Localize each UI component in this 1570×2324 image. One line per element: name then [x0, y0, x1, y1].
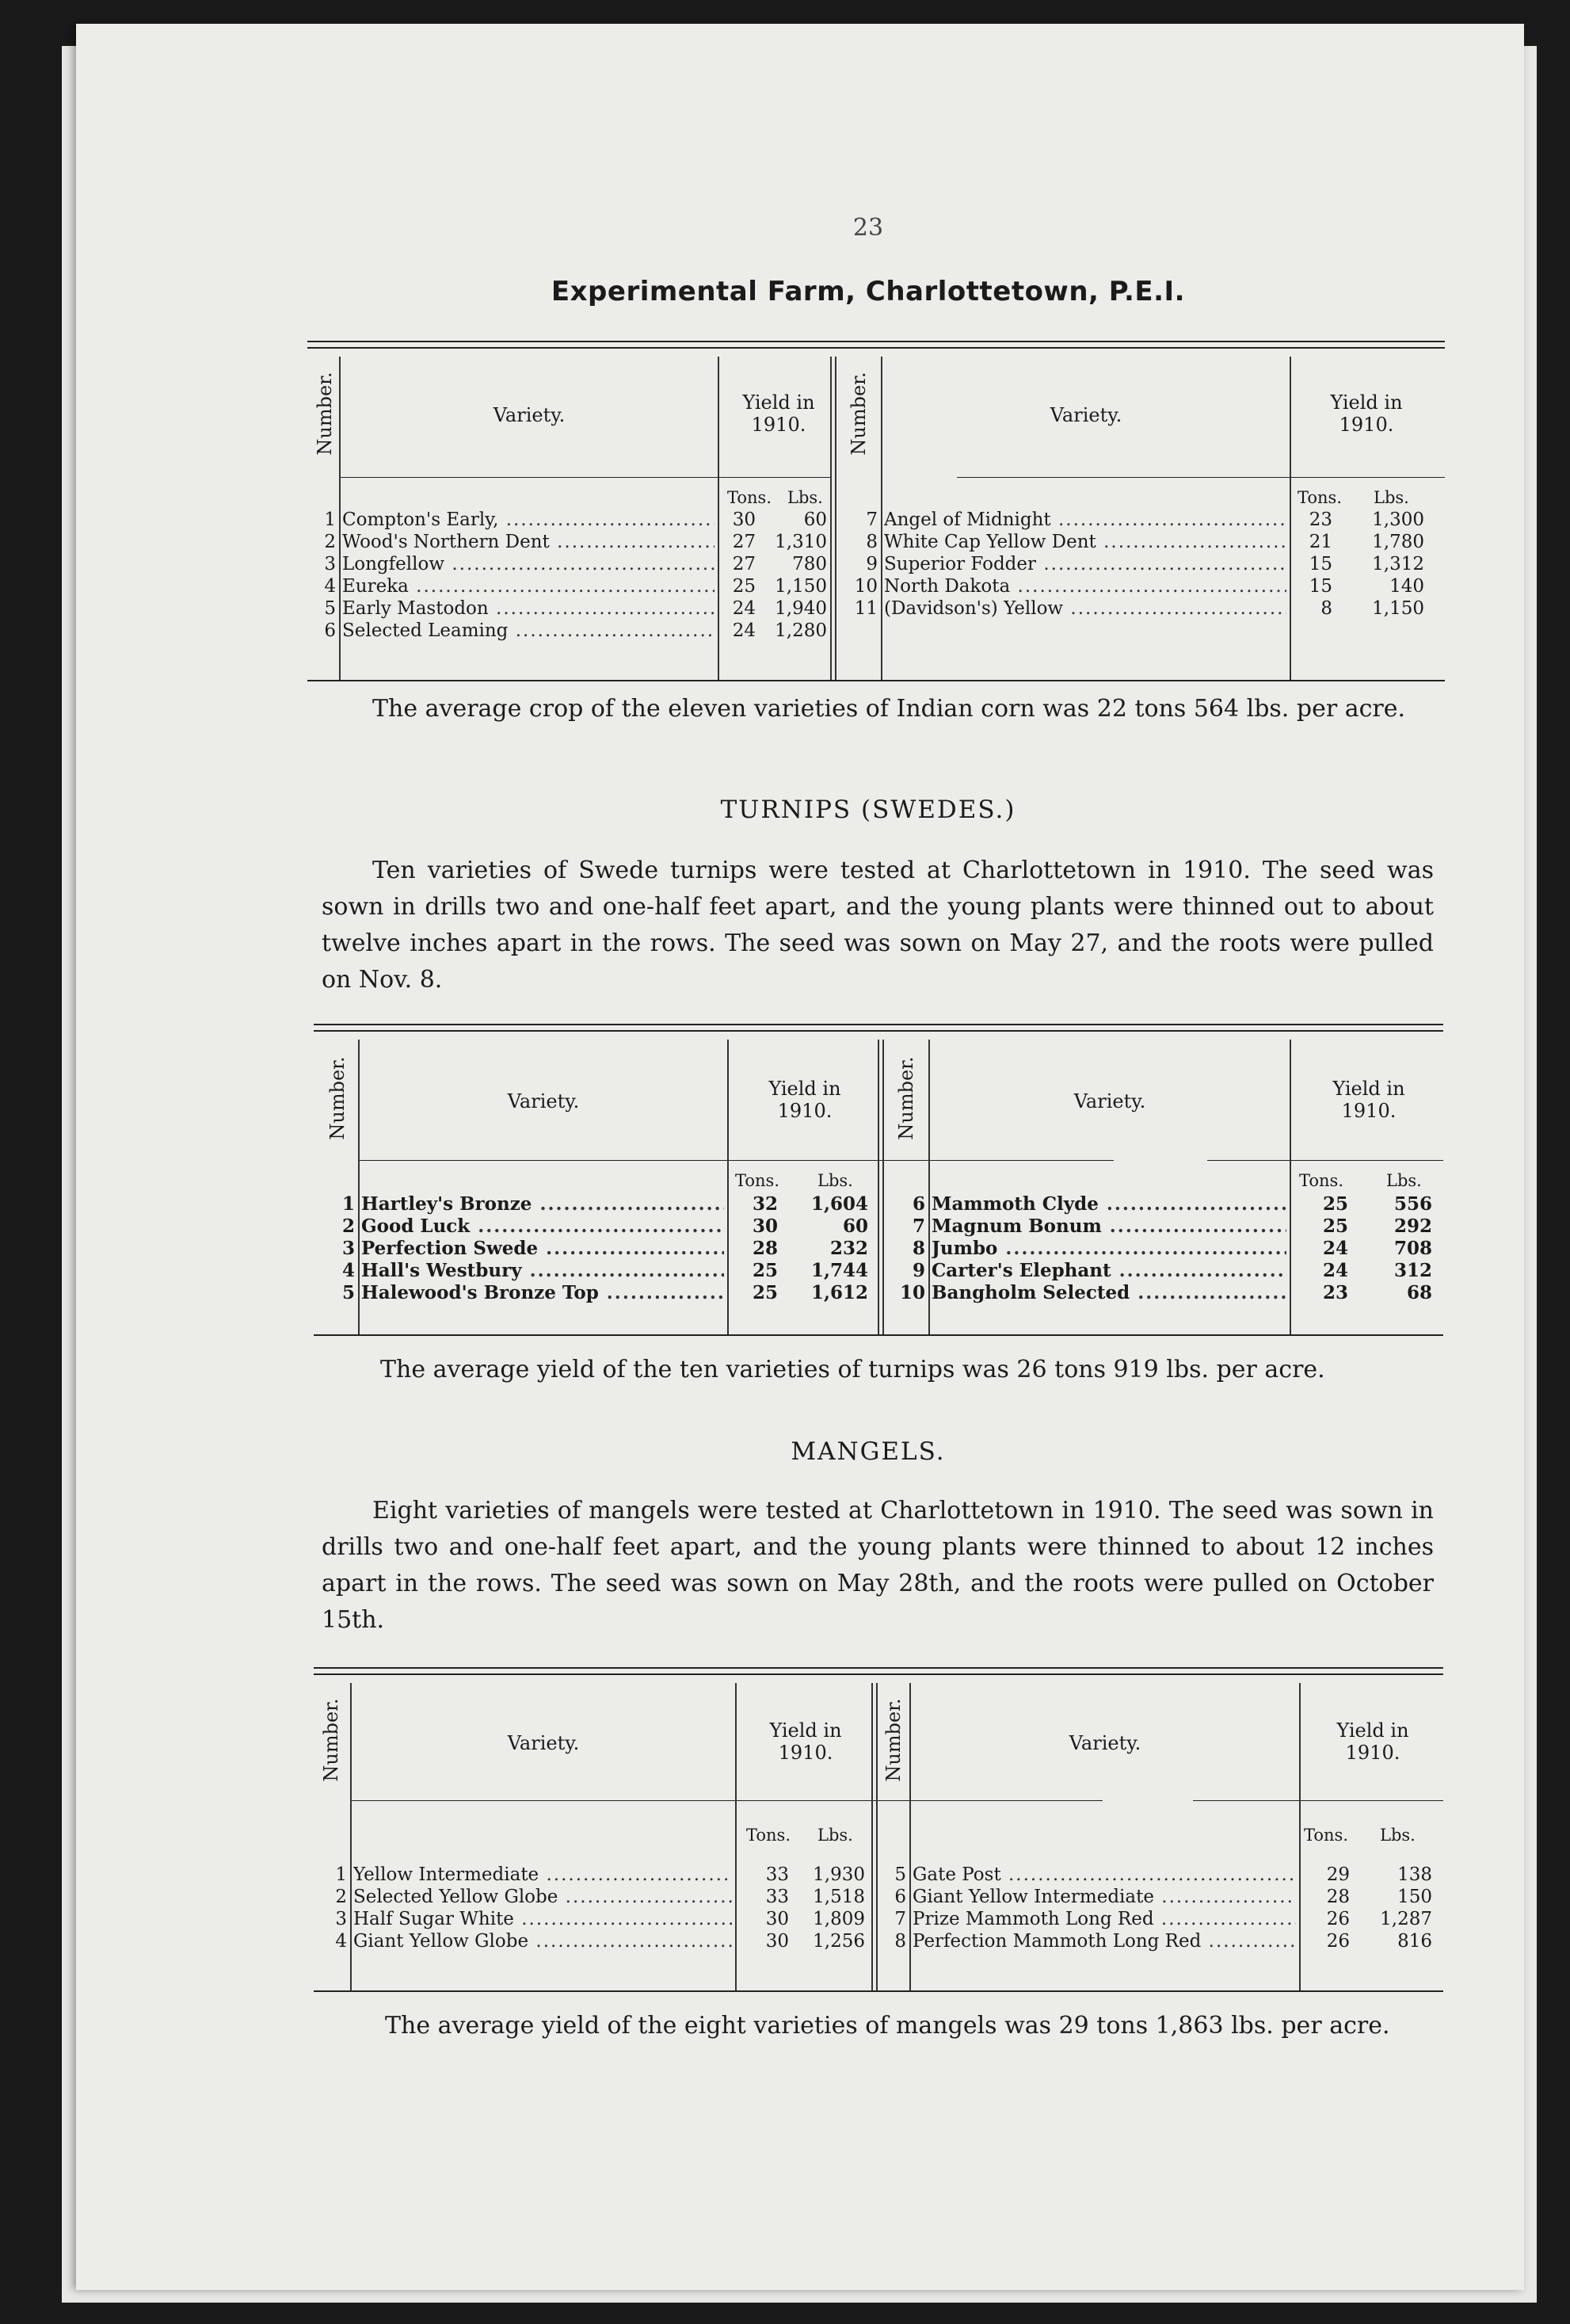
- row-variety: Bangholm Selected .....: [932, 1282, 1286, 1304]
- yield-header-right: Yield in 1910.: [1330, 391, 1403, 436]
- row-lbs: 292: [1393, 1215, 1432, 1237]
- turnips-summary: The average yield of the ten varieties of turnips was 26 tons 919 lbs. per acre.: [380, 1356, 1325, 1383]
- corn-table: [307, 341, 1445, 689]
- row-tons: 15: [1309, 554, 1332, 574]
- row-number: 6: [894, 1887, 906, 1907]
- row-lbs: 150: [1397, 1887, 1432, 1907]
- row-tons: 25: [732, 576, 756, 597]
- number-header: Number.: [326, 1056, 349, 1140]
- lbs-subheader: Lbs.: [817, 1826, 853, 1845]
- row-number: 5: [341, 1282, 355, 1303]
- yield-header-right: Yield in 1910.: [1336, 1719, 1409, 1764]
- row-variety: Hartley's Bronze .....: [361, 1193, 724, 1215]
- row-number: 8: [866, 532, 878, 552]
- mangels-summary: The average yield of the eight varieties of mangels was 29 tons 1,863 lbs. per acre.: [385, 2012, 1390, 2040]
- row-tons: 27: [732, 554, 756, 574]
- row-number: 2: [335, 1887, 347, 1907]
- row-number: 9: [912, 1260, 925, 1281]
- row-variety: Early Mastodon .....: [342, 597, 715, 620]
- row-number: 4: [324, 576, 336, 597]
- row-variety: North Dakota .....: [884, 575, 1286, 597]
- row-lbs: 1,280: [775, 620, 827, 641]
- row-tons: 23: [1309, 509, 1332, 530]
- corn-summary: The average crop of the eleven varieties of Indian corn was 22 tons 564 lbs. per acre.: [372, 695, 1406, 723]
- row-lbs: 1,256: [813, 1931, 865, 1952]
- row-number: 4: [335, 1931, 347, 1952]
- row-tons: 25: [1322, 1215, 1348, 1237]
- row-variety: Selected Leaming .....: [342, 620, 715, 642]
- row-tons: 24: [1322, 1260, 1348, 1281]
- row-tons: 33: [765, 1864, 789, 1885]
- row-variety: Jumbo .....: [932, 1238, 1286, 1260]
- variety-header: Variety.: [507, 1732, 580, 1754]
- tons-subheader-right: Tons.: [1299, 1171, 1343, 1190]
- tons-subheader-right: Tons.: [1298, 488, 1342, 507]
- row-lbs: 312: [1393, 1260, 1432, 1281]
- row-variety: (Davidson's) Yellow .....: [884, 597, 1286, 620]
- lbs-subheader: Lbs.: [817, 1171, 853, 1190]
- row-number: 1: [324, 509, 336, 530]
- row-tons: 28: [752, 1238, 778, 1259]
- row-variety: Angel of Midnight .....: [884, 509, 1286, 531]
- row-lbs: 780: [792, 554, 827, 574]
- row-lbs: 1,287: [1380, 1909, 1432, 1929]
- row-lbs: 1,150: [775, 576, 827, 597]
- row-lbs: 1,930: [813, 1864, 865, 1885]
- row-variety: Prize Mammoth Long Red .....: [913, 1908, 1296, 1930]
- row-variety: Good Luck .....: [361, 1215, 724, 1238]
- row-variety: Compton's Early, .....: [342, 509, 715, 531]
- lbs-subheader-right: Lbs.: [1380, 1826, 1416, 1845]
- row-variety: Perfection Swede .....: [361, 1238, 724, 1260]
- row-tons: 24: [732, 620, 756, 641]
- variety-header-right: Variety.: [1073, 1090, 1146, 1112]
- row-lbs: 1,150: [1372, 598, 1424, 619]
- number-header: Number.: [314, 372, 336, 456]
- row-lbs: 816: [1397, 1931, 1432, 1952]
- row-variety: Half Sugar White .....: [353, 1908, 732, 1930]
- row-tons: 30: [752, 1215, 778, 1237]
- row-lbs: 60: [842, 1215, 868, 1237]
- variety-header: Variety.: [493, 404, 566, 426]
- row-lbs: 140: [1389, 576, 1424, 597]
- row-variety: Eureka .....: [342, 575, 715, 597]
- row-lbs: 708: [1393, 1238, 1432, 1259]
- number-header: Number.: [320, 1698, 342, 1782]
- row-tons: 25: [1322, 1193, 1348, 1215]
- row-variety: Mammoth Clyde .....: [932, 1193, 1286, 1215]
- lbs-subheader: Lbs.: [787, 488, 823, 507]
- row-variety: Perfection Mammoth Long Red .....: [913, 1930, 1296, 1952]
- row-number: 8: [894, 1931, 906, 1952]
- page-number: 23: [852, 214, 884, 242]
- number-header-right: Number.: [882, 1698, 905, 1782]
- row-number: 5: [324, 598, 336, 619]
- row-number: 1: [341, 1193, 355, 1215]
- row-tons: 15: [1309, 576, 1332, 597]
- row-lbs: 556: [1393, 1193, 1432, 1215]
- row-variety: Hall's Westbury .....: [361, 1260, 724, 1282]
- row-lbs: 1,604: [810, 1193, 868, 1215]
- row-tons: 33: [765, 1887, 789, 1907]
- row-tons: 23: [1322, 1282, 1348, 1303]
- row-number: 7: [912, 1215, 925, 1237]
- row-lbs: 1,744: [810, 1260, 868, 1281]
- row-number: 1: [335, 1864, 347, 1885]
- variety-header: Variety.: [507, 1090, 580, 1112]
- row-variety: Magnum Bonum .....: [932, 1215, 1286, 1238]
- row-number: 5: [894, 1864, 906, 1885]
- row-tons: 30: [765, 1931, 789, 1952]
- row-tons: 30: [765, 1909, 789, 1929]
- row-number: 6: [912, 1193, 925, 1215]
- row-lbs: 68: [1406, 1282, 1432, 1303]
- row-number: 10: [854, 576, 878, 597]
- number-header-right: Number.: [895, 1056, 917, 1140]
- yield-header: Yield in 1910.: [769, 1719, 842, 1764]
- turnips-table: [314, 1024, 1443, 1341]
- row-tons: 8: [1320, 598, 1332, 619]
- row-number: 8: [912, 1238, 925, 1259]
- row-lbs: 1,940: [775, 598, 827, 619]
- row-lbs: 1,310: [775, 532, 827, 552]
- row-tons: 26: [1326, 1909, 1350, 1929]
- tons-subheader: Tons.: [727, 488, 772, 507]
- tons-subheader-right: Tons.: [1304, 1826, 1348, 1845]
- row-variety: Superior Fodder .....: [884, 553, 1286, 575]
- turnips-heading: TURNIPS (SWEDES.): [720, 796, 1016, 824]
- variety-header-right: Variety.: [1050, 404, 1122, 426]
- tons-subheader: Tons.: [735, 1171, 779, 1190]
- row-number: 7: [894, 1909, 906, 1929]
- row-tons: 32: [752, 1193, 778, 1215]
- yield-header: Yield in 1910.: [742, 391, 815, 436]
- row-number: 3: [341, 1238, 355, 1259]
- row-tons: 24: [1322, 1238, 1348, 1259]
- row-variety: Halewood's Bronze Top .....: [361, 1282, 724, 1304]
- row-number: 9: [866, 554, 878, 574]
- row-number: 10: [899, 1282, 925, 1303]
- mangels-heading: MANGELS.: [791, 1437, 946, 1466]
- row-tons: 28: [1326, 1887, 1350, 1907]
- row-lbs: 1,809: [813, 1909, 865, 1929]
- row-tons: 26: [1326, 1931, 1350, 1952]
- row-variety: Carter's Elephant .....: [932, 1260, 1286, 1282]
- yield-header: Yield in 1910.: [768, 1078, 841, 1122]
- row-lbs: 60: [803, 509, 827, 530]
- row-variety: Gate Post .....: [913, 1864, 1296, 1886]
- row-variety: Yellow Intermediate .....: [353, 1864, 732, 1886]
- row-variety: White Cap Yellow Dent .....: [884, 531, 1286, 553]
- row-variety: Giant Yellow Intermediate .....: [913, 1886, 1296, 1908]
- variety-header-right: Variety.: [1069, 1732, 1141, 1754]
- row-lbs: 1,612: [810, 1282, 868, 1303]
- row-tons: 30: [732, 509, 756, 530]
- row-lbs: 1,518: [813, 1887, 865, 1907]
- row-number: 2: [341, 1215, 355, 1237]
- row-tons: 21: [1309, 532, 1332, 552]
- row-lbs: 1,312: [1372, 554, 1424, 574]
- row-tons: 29: [1326, 1864, 1350, 1885]
- row-number: 2: [324, 532, 336, 552]
- mangels-paragraph: Eight varieties of mangels were tested at Charlottetown in 1910. The seed was sown in drills two and one-half feet apart, and the young plants were thinned to about 12 inches apart in the rows. The seed was sown on May 28th, and the roots were pulled on October 15th.: [322, 1497, 1434, 1634]
- row-tons: 24: [732, 598, 756, 619]
- row-variety: Wood's Northern Dent .....: [342, 531, 715, 553]
- row-variety: Selected Yellow Globe .....: [353, 1886, 732, 1908]
- row-tons: 25: [752, 1260, 778, 1281]
- row-number: 4: [341, 1260, 355, 1281]
- row-tons: 27: [732, 532, 756, 552]
- row-number: 7: [866, 509, 878, 530]
- row-lbs: 1,300: [1372, 509, 1424, 530]
- row-lbs: 138: [1397, 1864, 1432, 1885]
- row-number: 11: [854, 598, 878, 619]
- row-number: 3: [324, 554, 336, 574]
- mangels-table: [314, 1667, 1443, 1995]
- yield-header-right: Yield in 1910.: [1332, 1078, 1405, 1122]
- page-title: Experimental Farm, Charlottetown, P.E.I.: [551, 276, 1186, 307]
- row-number: 6: [324, 620, 336, 641]
- lbs-subheader-right: Lbs.: [1374, 488, 1409, 507]
- row-lbs: 1,780: [1372, 532, 1424, 552]
- row-variety: Longfellow .....: [342, 553, 715, 575]
- row-variety: Giant Yellow Globe .....: [353, 1930, 732, 1952]
- row-number: 3: [335, 1909, 347, 1929]
- row-lbs: 232: [829, 1238, 868, 1259]
- number-header-right: Number.: [848, 372, 870, 456]
- tons-subheader: Tons.: [746, 1826, 791, 1845]
- page: [76, 24, 1524, 2290]
- lbs-subheader-right: Lbs.: [1386, 1171, 1422, 1190]
- turnips-paragraph: Ten varieties of Swede turnips were tested at Charlottetown in 1910. The seed was sown in drills two and one-half feet apart, and the young plants were thinned out to about twelve inches apart in the rows. The seed was sown on May 27, and the roots were pulled on Nov. 8.: [322, 857, 1434, 994]
- row-tons: 25: [752, 1282, 778, 1303]
